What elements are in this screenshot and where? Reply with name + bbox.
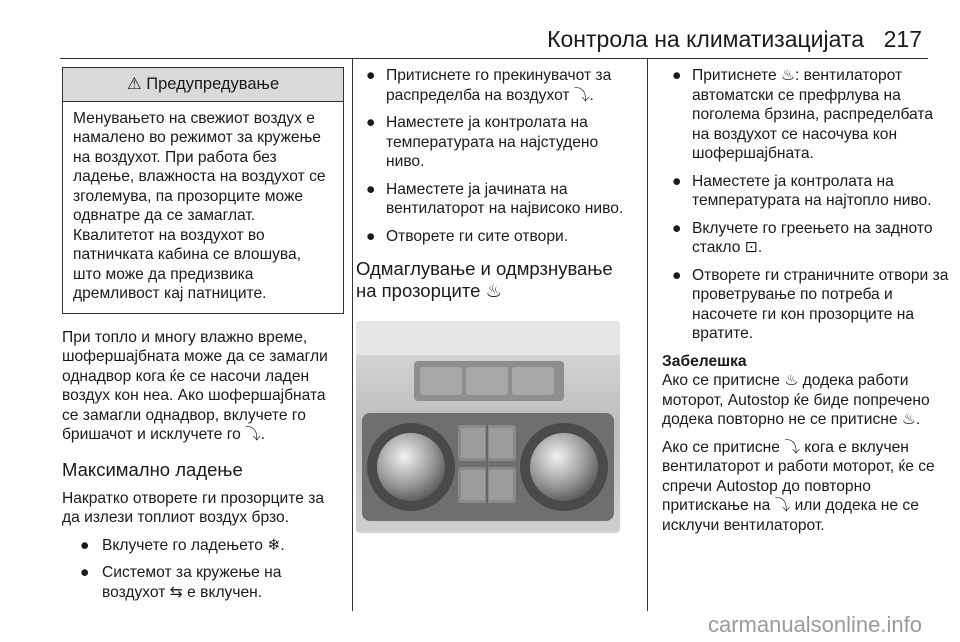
list-item-text: : вентилаторот автоматски се префрлува на поголема брзина, распределбата на воздухот се насочува кон шофершајбната. <box>692 67 934 162</box>
warning-box <box>62 67 344 314</box>
bullet-icon: ● <box>366 180 376 198</box>
list-item-text: Наместете ја јачината на вентилаторот на највисоко ниво. <box>386 180 624 217</box>
rear-window-defrost-icon: ⊡ <box>744 238 758 256</box>
bullet-icon: ● <box>672 67 682 84</box>
bullet-icon: ● <box>366 227 376 245</box>
cooling-steps-list <box>356 66 638 246</box>
snowflake-icon: ❄ <box>267 535 281 554</box>
list-item-text: Системот за кружење на воздухот <box>102 564 282 601</box>
warning-heading-text: Предупредување <box>146 75 280 93</box>
bullet-icon: ● <box>672 219 682 237</box>
column-1 <box>62 59 344 610</box>
list-item-text: Отворете ги сите отвори. <box>386 227 569 245</box>
airflow-icon: ⤵ <box>245 425 261 443</box>
list-item <box>662 66 952 164</box>
list-item-end: . <box>280 536 285 554</box>
defog-steps-list <box>662 66 952 344</box>
list-item-text: Наместете ја контролата на температурата на најстудено ниво. <box>386 114 599 170</box>
warning-heading <box>63 68 343 102</box>
windshield-defrost-icon: ♨ <box>901 410 916 428</box>
warning-triangle-icon: ⚠ <box>126 74 142 93</box>
watermark: carmanualsonline.info <box>707 612 922 637</box>
max-cooling-list <box>62 536 344 603</box>
airflow-icon: ⤵ <box>774 496 791 514</box>
paragraph-text: При топло и многу влажно време, шофершајбната може да се замагли однадвор кога ќе се насочи ладен воздух кон неа. Ако шофершајбната се замагли однадвор, вклучете го бришачот и исклучете го <box>62 328 328 443</box>
list-item-text: Вклучете го греењето на задното стакло <box>692 219 933 256</box>
column-2 <box>356 66 638 539</box>
list-item-text: Отворете ги страничните отвори за проветрување по потреба и насочете ги кон прозорците на вратите. <box>692 266 949 342</box>
list-item <box>62 536 344 556</box>
list-item <box>662 172 952 211</box>
note-text: Ако се притисне <box>662 372 780 389</box>
note-text: . <box>915 411 921 428</box>
bullet-icon: ● <box>672 266 682 284</box>
list-item-end: е вклучен. <box>187 583 263 601</box>
note-paragraph-1 <box>662 371 952 430</box>
bullet-icon: ● <box>672 172 682 190</box>
list-item-text: Притиснете го прекинувачот за распределба на воздухот <box>386 67 612 104</box>
bullet-icon: ● <box>80 536 90 554</box>
list-item <box>356 66 638 105</box>
section-heading-defog <box>356 258 638 303</box>
note-text: кога е вклучен вентилаторот и работи моторот, ќе се спречи Autostop до повторно притискање на <box>662 438 935 514</box>
list-item-end: . <box>589 86 594 104</box>
list-item <box>662 219 952 258</box>
list-item <box>356 113 638 172</box>
note-heading: Забелешка <box>662 352 747 370</box>
bullet-icon: ● <box>366 114 376 131</box>
list-item-text: Вклучете го ладењето <box>102 536 263 554</box>
note-paragraph-2 <box>662 438 952 536</box>
column-divider-1 <box>352 59 353 611</box>
recirculation-icon: ⇆ <box>169 582 183 601</box>
list-item <box>356 180 638 219</box>
list-item <box>662 266 952 344</box>
note-text: Ако се притисне <box>662 438 780 456</box>
paragraph-end: . <box>260 426 266 443</box>
list-item-text: Наместете ја контролата на температурата на најтопло ниво. <box>692 172 932 209</box>
list-item <box>62 563 344 602</box>
page-number: 217 <box>883 26 922 52</box>
list-item-end: . <box>757 239 763 256</box>
windshield-defrost-icon: ♨ <box>485 281 503 302</box>
note-text: додека работи моторот, Autostop ќе биде попречено додека повторно не се притисне <box>662 372 930 428</box>
bullet-icon: ● <box>80 564 90 581</box>
warning-text: Менувањето на свежиот воздух е намалено во режимот за кружење на воздухот. При работа без ладење, влажноста на воздухот се зголемува, па прозорците може одвнатре да се замаглат. Квалитетот на воздухот во патничката кабина се влошува, што може да предизвика дремливост кај патниците. <box>73 109 326 302</box>
list-item <box>356 227 638 247</box>
body-paragraph <box>62 328 344 445</box>
windshield-defrost-icon: ♨ <box>784 371 799 389</box>
climate-control-panel-photo <box>356 321 620 533</box>
section-heading-text: Одмаглување и одмрзнување на прозорците <box>356 258 613 301</box>
column-3 <box>662 66 952 535</box>
airflow-icon: ⤵ <box>784 437 800 456</box>
bullet-icon: ● <box>366 67 376 84</box>
list-item-text: Притиснете <box>692 67 777 84</box>
note-text: или додека не се исклучи вентилаторот. <box>662 497 919 534</box>
page-header <box>0 22 960 56</box>
section-heading-max-cooling: Максимално ладење <box>62 458 243 480</box>
page-title: Контрола на климатизацијата <box>547 26 864 52</box>
max-cooling-intro: Накратко отворете ги прозорците за да излези топлиот воздух брзо. <box>62 489 325 526</box>
column-divider-2 <box>647 59 648 611</box>
windshield-defrost-icon: ♨ <box>781 66 795 84</box>
airflow-icon: ⤵ <box>573 85 590 104</box>
